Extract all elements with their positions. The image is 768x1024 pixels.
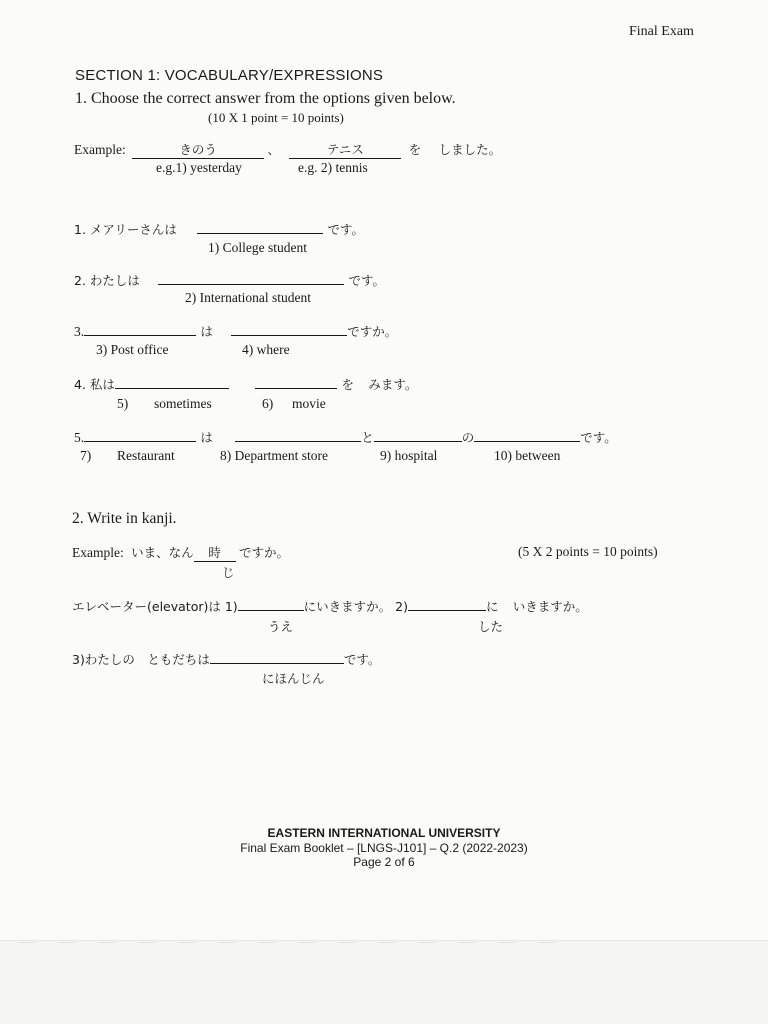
question-5-wa: は	[200, 430, 213, 445]
example-particle: を	[408, 142, 422, 157]
question-3	[74, 321, 397, 340]
question-2	[74, 270, 385, 289]
question-3-hint-b: 4) where	[242, 342, 290, 357]
scan-artifact-line	[18, 942, 578, 943]
question-1	[74, 219, 364, 238]
question-3-suffix: ですか。	[347, 324, 398, 339]
section2-example-text-1: いま、なん	[131, 545, 194, 560]
kanji-question-3-blank[interactable]	[210, 649, 344, 664]
kanji-question-1-text-1: エレベーター(elevator)は 1)	[72, 599, 238, 614]
kanji-question-1-text-2: にいきますか。 2)	[303, 599, 408, 614]
question-5-blank-b[interactable]	[235, 427, 361, 442]
question-2-hint: 2) International student	[185, 290, 311, 305]
question-4-suffix: みます。	[368, 377, 418, 392]
kanji-question-2-text-3: に	[485, 599, 499, 614]
question-2-suffix: です。	[348, 273, 386, 288]
kanji-question-3-reading: にほんじん	[262, 671, 325, 686]
question-3-hint-a: 3) Post office	[96, 342, 169, 357]
question-4-hint-b: movie	[292, 396, 326, 411]
question-1-prefix: 1. メアリーさんは	[74, 222, 177, 237]
question-5-suffix: です。	[580, 430, 617, 445]
section2-instruction: 2. Write in kanji.	[72, 510, 177, 527]
section2-example-label: Example:	[72, 545, 124, 560]
kanji-question-3	[72, 649, 380, 668]
example-separator: 、	[267, 142, 280, 157]
footer-university: EASTERN INTERNATIONAL UNIVERSITY	[267, 826, 501, 840]
question-3-prefix: 3.	[74, 324, 85, 339]
question-3-blank-a[interactable]	[84, 321, 196, 336]
section2-example-reading: じ	[222, 565, 235, 580]
section2-example-text-2: ですか。	[239, 545, 290, 560]
kanji-question-1-reading: うえ	[268, 619, 294, 634]
question-4-blank-a[interactable]	[115, 374, 229, 389]
example-hint-2: e.g. 2) tennis	[298, 160, 368, 175]
kanji-question-2-blank[interactable]	[408, 596, 486, 611]
question-5-hint-9: 9) hospital	[380, 448, 438, 463]
question-4-o: を	[341, 377, 355, 392]
question-5-prefix: 5.	[74, 430, 85, 445]
kanji-question-3-text-2: です。	[343, 652, 381, 667]
example-answer-1: きのう	[132, 140, 264, 159]
section-heading: SECTION 1: VOCABULARY/EXPRESSIONS	[75, 67, 384, 84]
question-2-blank[interactable]	[158, 270, 344, 285]
footer-booklet: Final Exam Booklet – [LNGS-J101] – Q.2 (2022-2023)	[240, 841, 528, 855]
question-4-hint-b-number: 6)	[262, 396, 274, 411]
question-5-blank-a[interactable]	[84, 427, 196, 442]
question-1-hint: 1) College student	[208, 240, 307, 255]
question-1-blank[interactable]	[197, 219, 323, 234]
section2-example	[72, 543, 289, 562]
question-3-wa: は	[200, 324, 213, 339]
section2-points: (5 X 2 points = 10 points)	[518, 544, 658, 559]
question-4	[74, 374, 417, 393]
question-5-no: の	[461, 430, 475, 445]
question-4-hint-a: sometimes	[154, 396, 212, 411]
kanji-question-2-reading: した	[478, 619, 504, 634]
question-3-blank-b[interactable]	[231, 321, 347, 336]
question-4-prefix: 4. 私は	[74, 377, 115, 392]
example-row	[74, 140, 501, 159]
question-1-suffix: です。	[327, 222, 365, 237]
question-5-hint-7-number: 7)	[80, 448, 92, 463]
section1-instruction: 1. Choose the correct answer from the options given below.	[75, 90, 456, 107]
question-5-blank-d[interactable]	[474, 427, 580, 442]
question-5-hint-8: 8) Department store	[220, 448, 328, 463]
question-5-hint-7: Restaurant	[117, 448, 175, 463]
kanji-question-2-text-4: いきますか。	[512, 599, 588, 614]
question-5-hint-10: 10) between	[494, 448, 561, 463]
question-5-blank-c[interactable]	[374, 427, 462, 442]
question-4-blank-b[interactable]	[255, 374, 337, 389]
section2-example-answer: 時	[194, 543, 236, 562]
example-label: Example:	[74, 142, 126, 157]
example-answer-2: テニス	[289, 140, 401, 159]
section1-points: (10 X 1 point = 10 points)	[208, 110, 344, 125]
question-5	[74, 427, 617, 446]
footer-page-number: Page 2 of 6	[353, 855, 415, 869]
example-tail: しました。	[438, 142, 502, 157]
question-2-prefix: 2. わたしは	[74, 273, 140, 288]
page-header-title: Final Exam	[629, 24, 694, 39]
example-hint-1: e.g.1) yesterday	[156, 160, 242, 175]
kanji-question-1-2	[72, 596, 588, 615]
question-4-hint-a-number: 5)	[117, 396, 129, 411]
question-5-to: と	[361, 430, 374, 445]
kanji-question-3-text-1: 3)わたしの ともだちは	[72, 652, 210, 667]
kanji-question-1-blank[interactable]	[238, 596, 304, 611]
